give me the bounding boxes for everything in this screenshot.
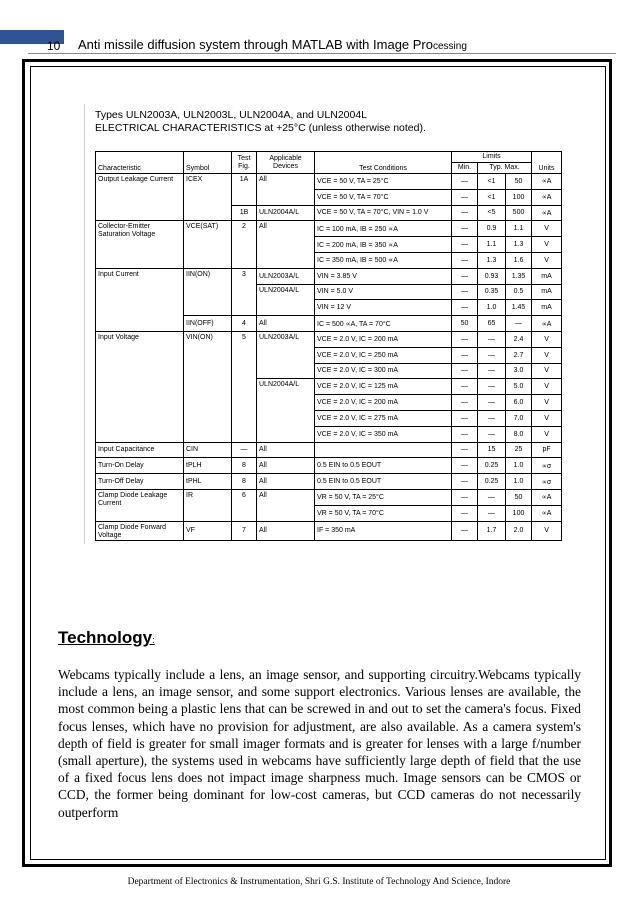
table-row bbox=[96, 221, 562, 237]
cell-units: ∝A bbox=[532, 205, 562, 221]
table-row bbox=[96, 442, 562, 458]
cell-min: — bbox=[452, 284, 478, 300]
cell-units: pF bbox=[532, 442, 562, 458]
section-heading-text: Technology bbox=[58, 628, 153, 647]
cell-characteristic: Output Leakage Current bbox=[96, 174, 184, 221]
cell-typ: 1.1 bbox=[478, 237, 506, 253]
cell-max: 1.35 bbox=[506, 268, 532, 284]
cell-symbol: ICEX bbox=[184, 174, 232, 221]
cell-units: V bbox=[532, 237, 562, 253]
table-row bbox=[96, 458, 562, 474]
cell-typ: 0.25 bbox=[478, 474, 506, 490]
cell-conditions: 0.5 EIN to 0.5 EOUT bbox=[315, 458, 452, 474]
cell-devices: All bbox=[257, 221, 315, 268]
page-header-title bbox=[78, 37, 467, 52]
cell-typ: — bbox=[478, 379, 506, 395]
cell-max: 2.4 bbox=[506, 331, 532, 347]
table-row bbox=[96, 489, 562, 505]
cell-max: 100 bbox=[506, 505, 532, 521]
cell-characteristic: Turn-On Delay bbox=[96, 458, 184, 474]
cell-conditions: VCE = 50 V, TA = 70°C bbox=[315, 189, 452, 205]
cell-conditions: IC = 100 mA, IB = 250 ∝A bbox=[315, 221, 452, 237]
cell-typ: <5 bbox=[478, 205, 506, 221]
cell-conditions: IC = 500 ∝A, TA = 70°C bbox=[315, 316, 452, 332]
cell-min: — bbox=[452, 442, 478, 458]
cell-max: — bbox=[506, 316, 532, 332]
cell-units: ∝A bbox=[532, 316, 562, 332]
cell-min: 50 bbox=[452, 316, 478, 332]
col-min: Min. bbox=[452, 163, 478, 174]
cell-units: mA bbox=[532, 300, 562, 316]
cell-devices: All bbox=[257, 521, 315, 540]
cell-conditions: VIN = 12 V bbox=[315, 300, 452, 316]
cell-units: V bbox=[532, 331, 562, 347]
cell-symbol: CIN bbox=[184, 442, 232, 458]
cell-units: ∝σ bbox=[532, 474, 562, 490]
cell-typ: — bbox=[478, 363, 506, 379]
cell-typ: 1.3 bbox=[478, 252, 506, 268]
cell-typ: <1 bbox=[478, 174, 506, 190]
electrical-characteristics-table bbox=[95, 151, 562, 541]
cell-symbol: tPLH bbox=[184, 458, 232, 474]
col-typ-max: Typ. Max. bbox=[478, 163, 532, 174]
cell-units: ∝A bbox=[532, 189, 562, 205]
cell-test-fig: 1B bbox=[232, 205, 257, 221]
cell-symbol: IR bbox=[184, 489, 232, 521]
cell-devices: ULN2004A/L bbox=[257, 379, 315, 442]
table-row bbox=[96, 521, 562, 540]
cell-characteristic: Clamp Diode Forward Voltage bbox=[96, 521, 184, 540]
cell-typ: — bbox=[478, 489, 506, 505]
cell-units: ∝σ bbox=[532, 458, 562, 474]
cell-min: — bbox=[452, 489, 478, 505]
cell-min: — bbox=[452, 474, 478, 490]
cell-devices: All bbox=[257, 316, 315, 332]
cell-test-fig: 5 bbox=[232, 331, 257, 442]
cell-units: ∝A bbox=[532, 505, 562, 521]
cell-test-fig: 8 bbox=[232, 458, 257, 474]
section-heading-colon: : bbox=[152, 635, 155, 645]
cell-max: 500 bbox=[506, 205, 532, 221]
cell-typ: 0.9 bbox=[478, 221, 506, 237]
cell-units: ∝A bbox=[532, 489, 562, 505]
cell-min: — bbox=[452, 221, 478, 237]
cell-min: — bbox=[452, 347, 478, 363]
cell-test-fig: — bbox=[232, 442, 257, 458]
cell-conditions: IF = 350 mA bbox=[315, 521, 452, 540]
cell-test-fig: 3 bbox=[232, 268, 257, 315]
cell-units: V bbox=[532, 426, 562, 442]
cell-test-fig: 4 bbox=[232, 316, 257, 332]
cell-conditions bbox=[315, 442, 452, 458]
cell-conditions: VCE = 2.0 V, IC = 250 mA bbox=[315, 347, 452, 363]
cell-devices: All bbox=[257, 174, 315, 206]
section-heading bbox=[58, 628, 155, 648]
cell-max: 25 bbox=[506, 442, 532, 458]
col-test-fig: Test Fig. bbox=[232, 152, 257, 174]
cell-typ: 65 bbox=[478, 316, 506, 332]
cell-conditions: IC = 200 mA, IB = 350 ∝A bbox=[315, 237, 452, 253]
col-characteristic: Characteristic bbox=[96, 152, 184, 174]
cell-units: V bbox=[532, 221, 562, 237]
col-symbol: Symbol bbox=[184, 152, 232, 174]
cell-min: — bbox=[452, 237, 478, 253]
cell-typ: — bbox=[478, 505, 506, 521]
cell-min: — bbox=[452, 252, 478, 268]
cell-max: 1.6 bbox=[506, 252, 532, 268]
cell-devices: ULN2003A/L bbox=[257, 331, 315, 378]
cell-typ: 1.7 bbox=[478, 521, 506, 540]
cell-max: 1.45 bbox=[506, 300, 532, 316]
cell-max: 2.7 bbox=[506, 347, 532, 363]
cell-test-fig: 7 bbox=[232, 521, 257, 540]
col-limits: Limits bbox=[452, 152, 532, 163]
cell-typ: — bbox=[478, 410, 506, 426]
cell-conditions: VCE = 2.0 V, IC = 200 mA bbox=[315, 331, 452, 347]
cell-test-fig: 6 bbox=[232, 489, 257, 521]
cell-min: — bbox=[452, 300, 478, 316]
cell-devices: ULN2004A/L bbox=[257, 205, 315, 221]
cell-max: 0.5 bbox=[506, 284, 532, 300]
cell-min: — bbox=[452, 205, 478, 221]
cell-symbol: VCE(SAT) bbox=[184, 221, 232, 268]
cell-typ: 0.35 bbox=[478, 284, 506, 300]
cell-min: — bbox=[452, 363, 478, 379]
cell-test-fig: 8 bbox=[232, 474, 257, 490]
cell-min: — bbox=[452, 521, 478, 540]
cell-symbol: IIN(OFF) bbox=[184, 316, 232, 332]
table-row bbox=[96, 331, 562, 347]
col-units: Units bbox=[532, 152, 562, 174]
cell-characteristic: Clamp Diode Leakage Current bbox=[96, 489, 184, 521]
cell-typ: 0.93 bbox=[478, 268, 506, 284]
cell-max: 1.0 bbox=[506, 474, 532, 490]
cell-characteristic: Input Current bbox=[96, 268, 184, 331]
cell-characteristic: Input Voltage bbox=[96, 331, 184, 442]
table-row bbox=[96, 474, 562, 490]
cell-devices: All bbox=[257, 442, 315, 458]
cell-typ: — bbox=[478, 331, 506, 347]
cell-max: 50 bbox=[506, 489, 532, 505]
cell-units: V bbox=[532, 521, 562, 540]
cell-devices: ULN2004A/L bbox=[257, 284, 315, 316]
cell-units: V bbox=[532, 363, 562, 379]
cell-conditions: VIN = 3.85 V bbox=[315, 268, 452, 284]
section-paragraph: Webcams typically include a lens, an image sensor, and supporting circuitry.Webcams typically include a lens, an image sensor, and some support electronics. Various lenses are available, the most common being a plastic lens that can be screwed in and out to set the camera's focus. Fixed focus lenses, which have no provision for adjustment, are also available. As a camera system's depth of field is greater for small imager formats and is greater for lenses with a large f/number (small aperture), the systems used in webcams have sufficiently large depth of field that the use of a fixed focus lens does not impact image sharpness much. Image sensors can be CMOS or CCD, the former being dominant for low-cost cameras, but CCD cameras do not necessarily outperform bbox=[58, 667, 581, 820]
cell-conditions: VCE = 2.0 V, IC = 125 mA bbox=[315, 379, 452, 395]
cell-conditions: VIN = 5.0 V bbox=[315, 284, 452, 300]
cell-max: 1.1 bbox=[506, 221, 532, 237]
cell-max: 100 bbox=[506, 189, 532, 205]
page-footer: Department of Electronics & Instrumentation, Shri G.S. Institute of Technology And Science, Indore bbox=[127, 877, 511, 887]
cell-max: 5.0 bbox=[506, 379, 532, 395]
cell-characteristic: Turn-Off Delay bbox=[96, 474, 184, 490]
cell-typ: <1 bbox=[478, 189, 506, 205]
cell-min: — bbox=[452, 410, 478, 426]
cell-min: — bbox=[452, 174, 478, 190]
table-header-row bbox=[96, 152, 562, 163]
col-conditions: Test Conditions bbox=[315, 152, 452, 174]
datasheet-types-line: Types ULN2003A, ULN2003L, ULN2004A, and ULN2004L bbox=[95, 109, 368, 121]
cell-units: V bbox=[532, 379, 562, 395]
cell-max: 2.0 bbox=[506, 521, 532, 540]
cell-units: mA bbox=[532, 284, 562, 300]
cell-max: 1.3 bbox=[506, 237, 532, 253]
cell-conditions: VCE = 2.0 V, IC = 300 mA bbox=[315, 363, 452, 379]
cell-devices: All bbox=[257, 474, 315, 490]
header-divider bbox=[28, 53, 616, 54]
cell-units: mA bbox=[532, 268, 562, 284]
table-row bbox=[96, 268, 562, 284]
cell-characteristic: Collector-Emitter Saturation Voltage bbox=[96, 221, 184, 268]
cell-max: 8.0 bbox=[506, 426, 532, 442]
cell-devices: All bbox=[257, 489, 315, 521]
cell-min: — bbox=[452, 505, 478, 521]
cell-max: 1.0 bbox=[506, 458, 532, 474]
cell-min: — bbox=[452, 379, 478, 395]
cell-units: V bbox=[532, 252, 562, 268]
cell-devices: ULN2003A/L bbox=[257, 268, 315, 284]
cell-max: 50 bbox=[506, 174, 532, 190]
cell-units: V bbox=[532, 410, 562, 426]
figure-left-edge bbox=[84, 104, 85, 544]
cell-max: 7.0 bbox=[506, 410, 532, 426]
cell-conditions: VCE = 50 V, TA = 70°C, VIN = 1.0 V bbox=[315, 205, 452, 221]
cell-symbol: IIN(ON) bbox=[184, 268, 232, 315]
datasheet-ec-line: ELECTRICAL CHARACTERISTICS at +25°C (unless otherwise noted). bbox=[95, 122, 426, 134]
header-title-small: cessing bbox=[433, 41, 467, 52]
cell-max: 6.0 bbox=[506, 395, 532, 411]
cell-min: — bbox=[452, 395, 478, 411]
cell-test-fig: 1A bbox=[232, 174, 257, 206]
cell-devices: All bbox=[257, 458, 315, 474]
cell-symbol: tPHL bbox=[184, 474, 232, 490]
page-number: 10 bbox=[47, 39, 61, 53]
cell-characteristic: Input Capacitance bbox=[96, 442, 184, 458]
table-row bbox=[96, 174, 562, 190]
cell-conditions: VCE = 2.0 V, IC = 200 mA bbox=[315, 395, 452, 411]
cell-conditions: VR = 50 V, TA = 25°C bbox=[315, 489, 452, 505]
cell-symbol: VF bbox=[184, 521, 232, 540]
datasheet-caption bbox=[95, 109, 426, 135]
cell-typ: — bbox=[478, 347, 506, 363]
col-devices: Applicable Devices bbox=[257, 152, 315, 174]
cell-min: — bbox=[452, 331, 478, 347]
cell-typ: — bbox=[478, 395, 506, 411]
cell-symbol: VIN(ON) bbox=[184, 331, 232, 442]
cell-min: — bbox=[452, 426, 478, 442]
cell-conditions: VCE = 50 V, TA = 25°C bbox=[315, 174, 452, 190]
cell-units: V bbox=[532, 347, 562, 363]
cell-min: — bbox=[452, 268, 478, 284]
cell-conditions: VCE = 2.0 V, IC = 350 mA bbox=[315, 426, 452, 442]
cell-conditions: VR = 50 V, TA = 70°C bbox=[315, 505, 452, 521]
cell-typ: 0.25 bbox=[478, 458, 506, 474]
cell-test-fig: 2 bbox=[232, 221, 257, 268]
cell-typ: 1.0 bbox=[478, 300, 506, 316]
cell-conditions: VCE = 2.0 V, IC = 275 mA bbox=[315, 410, 452, 426]
cell-conditions: IC = 350 mA, IB = 500 ∝A bbox=[315, 252, 452, 268]
cell-units: ∝A bbox=[532, 174, 562, 190]
cell-max: 3.0 bbox=[506, 363, 532, 379]
cell-conditions: 0.5 EIN to 0.5 EOUT bbox=[315, 474, 452, 490]
cell-typ: 15 bbox=[478, 442, 506, 458]
cell-min: — bbox=[452, 458, 478, 474]
cell-units: V bbox=[532, 395, 562, 411]
cell-min: — bbox=[452, 189, 478, 205]
cell-typ: — bbox=[478, 426, 506, 442]
header-title-main: Anti missile diffusion system through MATLAB with Image Pro bbox=[78, 37, 433, 52]
